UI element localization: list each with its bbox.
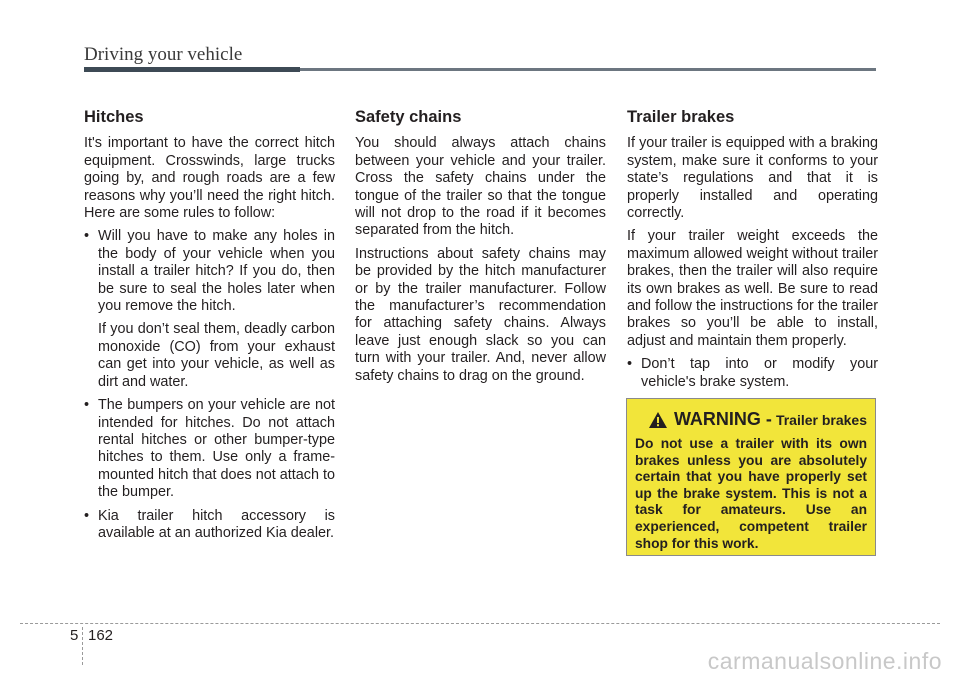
safety-chains-heading: Safety chains	[355, 108, 462, 126]
hitches-heading: Hitches	[84, 108, 144, 126]
hitches-intro: It's important to have the correct hitch equipment. Crosswinds, large trucks going by, and rough roads are a few reasons why you’ll need the right hitch. Here are some rules to follow:	[84, 135, 335, 222]
safety-chains-para-2: Instructions about safety chains may be provided by the hitch manufacturer or by the trailer manufacturer. Follow the manufacturer’s recommendation for attaching safety chains. Always leave just enough slack so you can turn with your trailer. And, never allow safety chains to drag on the ground.	[355, 245, 606, 384]
bullet-icon: •	[84, 228, 90, 245]
bullet-icon: •	[84, 507, 90, 524]
header-rule-dark	[84, 67, 300, 72]
bullet-icon: •	[84, 397, 90, 414]
warning-title	[635, 409, 867, 430]
column-trailer-brakes	[627, 109, 878, 397]
bullet-icon: •	[627, 356, 633, 373]
section-header: Driving your vehicle	[84, 44, 243, 65]
warning-triangle-icon	[648, 411, 668, 429]
page-number-divider	[82, 627, 83, 665]
warning-box	[626, 398, 876, 556]
list-item: • Kia trailer hitch accessory is available at an authorized Kia dealer.	[84, 507, 335, 541]
hitches-list-cont	[84, 397, 335, 542]
warning-text: Do not use a trailer with its own brakes unless you are absolutely certain that you have properly set up the brake system. This is not a task for amateurs. Use an experienced, competent trailer shop for this work.	[635, 436, 867, 551]
safety-chains-para-1: You should always attach chains between your vehicle and your trailer. Cross the safety chains under the tongue of the trailer so that the tongue will not drop to the road if it becomes separated from the hitch.	[355, 135, 606, 239]
trailer-brakes-heading: Trailer brakes	[627, 108, 735, 126]
section-number: 5	[70, 627, 79, 644]
hitches-list	[84, 228, 335, 315]
warning-label: WARNING -	[673, 409, 772, 429]
trailer-brakes-list	[627, 356, 878, 391]
trailer-brakes-para-1: If your trailer is equipped with a braking system, make sure it conforms to your state’s regulations and that it is properly installed and operating correctly.	[627, 135, 878, 222]
list-item: • Don’t tap into or modify your vehicle's brake system.	[627, 356, 878, 390]
page-number: 162	[88, 627, 114, 644]
watermark: carmanualsonline.info	[707, 648, 942, 674]
trailer-brakes-para-2: If your trailer weight exceeds the maximum allowed weight without trailer brakes, then the trailer will also require its own brakes as well. Be sure to read and follow the instructions for the trailer brakes so you’ll be able to install, adjust and maintain them properly.	[627, 228, 878, 349]
column-safety-chains	[355, 109, 606, 391]
list-item: • The bumpers on your vehicle are not intended for hitches. Do not attach rental hitches or other bumper-type hitches to them. Use only a frame-mounted hitch that does not attach to the bumper.	[84, 397, 335, 501]
warning-subject: Trailer brakes	[775, 411, 867, 428]
header-rule-light	[300, 68, 876, 71]
hitches-sub-paragraph: If you don’t seal them, deadly carbon monoxide (CO) from your exhaust can get into your vehicle, as well as dirt and water.	[98, 321, 335, 390]
column-hitches	[84, 109, 335, 548]
list-item: • Will you have to make any holes in the body of your vehicle when you install a trailer hitch? If you do, then be sure to seal the holes later when you remove the hitch.	[84, 228, 335, 315]
footer-rule	[20, 623, 940, 624]
